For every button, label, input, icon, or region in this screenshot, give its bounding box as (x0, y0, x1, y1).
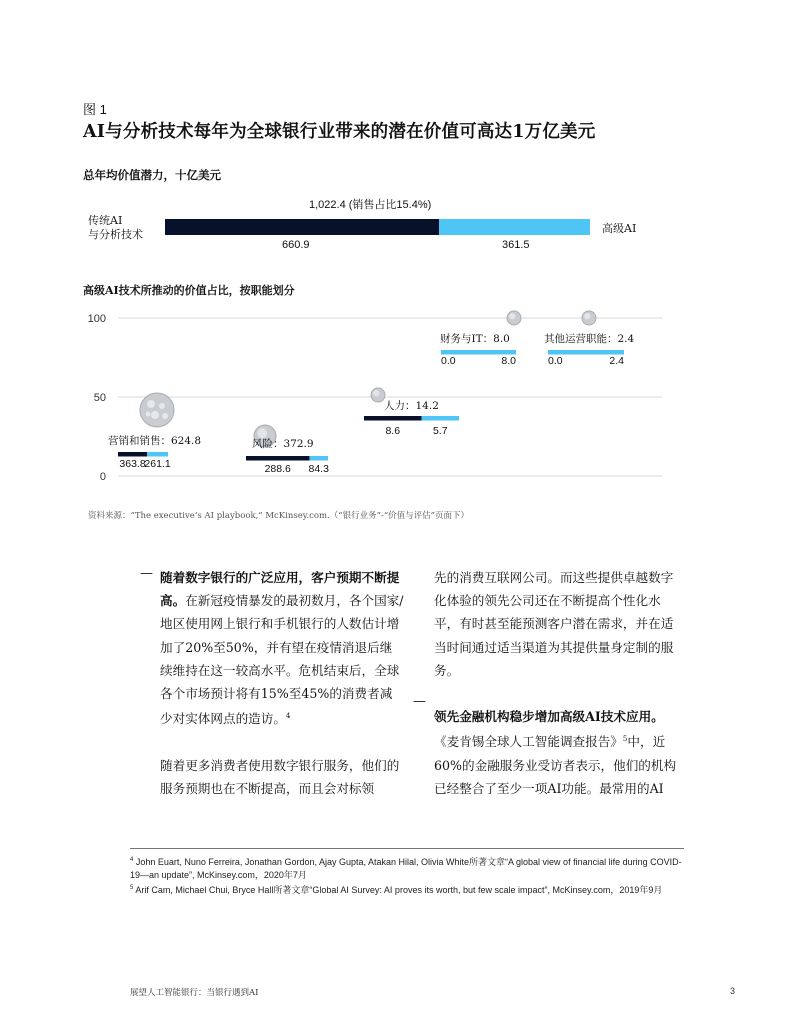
traditional-segment (246, 456, 309, 461)
footnote-4 (130, 854, 690, 882)
traditional-value: 0.0 (441, 355, 456, 367)
paragraph: 先的消费互联网公司。而这些提供卓越数字化体验的领先公司还在不断提高个性化水平，有时甚至能预测客户潜在需求，并在适当时间通过适当渠道为其提供量身定制的服务。 (434, 570, 674, 678)
traditional-value: 8.6 (385, 425, 401, 437)
traditional-value: 288.6 (264, 463, 291, 475)
paragraph-text: 中，近60%的金融服务业受访者表示，他们的机构已经整合了至少一项AI功能。最常用的AI (434, 734, 677, 796)
traditional-ai-bar (165, 219, 439, 235)
bubble-label: 人力：14.2 (384, 400, 439, 412)
advanced-segment (441, 350, 516, 355)
bubble-texture (159, 403, 165, 409)
traditional-ai-value: 660.9 (282, 239, 310, 251)
advanced-value: 5.7 (432, 425, 448, 437)
bubble-label: 财务与IT：8.0 (440, 333, 510, 345)
advanced-value: 261.1 (144, 458, 171, 470)
advanced-ai-label: 高级AI (602, 222, 637, 235)
bubble-chart (78, 306, 668, 484)
bubble-chart-subtitle: 高级AI技术所推动的价值占比，按职能划分 (83, 284, 295, 297)
bullet-dash: — (413, 694, 426, 709)
traditional-ai-label (88, 214, 168, 242)
footer-title: 展望人工智能银行：当银行遇到AI (130, 988, 259, 998)
body-right-column (434, 566, 682, 800)
bubble-texture (162, 413, 168, 419)
bubble-texture (146, 412, 151, 417)
y-tick-label: 0 (99, 471, 106, 483)
figure-label: 图 1 (83, 102, 107, 117)
source-note: 资料来源：“The executive’s AI playbook,” McKinsey.com.（“银行业务”-“价值与评估”页面下） (88, 511, 470, 521)
traditional-ai-label-line2: 与分析技术 (88, 228, 143, 241)
paragraph (434, 705, 682, 800)
bubble-texture (151, 411, 159, 419)
advanced-segment (309, 456, 328, 461)
advanced-value: 84.3 (308, 463, 329, 475)
footnote-number: 5 (130, 885, 134, 891)
bubble-highlight (373, 390, 379, 396)
figure-title: AI与分析技术每年为全球银行业带来的潜在价值可高达1万亿美元 (83, 122, 596, 142)
paragraph: 随着更多消费者使用数字银行服务，他们的服务预期也在不断提高，而且会对标领 (160, 757, 400, 796)
value-bubble (140, 393, 174, 427)
top-chart-subtitle: 总年均价值潜力，十亿美元 (83, 168, 221, 182)
bubble-label: 营销和销售：624.8 (108, 435, 202, 447)
bubble-group-2 (246, 425, 329, 475)
total-value-label: 1,022.4 (销售占比15.4%) (309, 199, 432, 211)
traditional-value: 0.0 (548, 355, 563, 367)
traditional-segment (118, 452, 147, 457)
paragraph-text: 在新冠疫情暴发的最初数月，各个国家/地区使用网上银行和手机银行的人数估计增加了20%至50%，并有望在疫情消退后继续维持在这一较高水平。危机结束后，全球各个市场预计将有15%至45%的消费者减少对实体网点的造访。 (160, 593, 404, 727)
footnote-text: John Euart, Nuno Ferreira, Jonathan Gordon, Ajay Gupta, Atakan Hilal, Olivia White所著文章“A global view of financial life during COVID-19—an update”, McKinsey.com，2020年7月 (130, 857, 682, 880)
footnote-text: Arif Cam, Michael Chui, Bryce Hall所著文章“Global AI Survey: AI proves its worth, but few scale impact”, McKinsey.com，2019年9月 (135, 885, 663, 895)
advanced-segment (422, 416, 459, 421)
bubble-texture (147, 400, 155, 408)
paragraph-text: 《麦肯锡全球人工智能调查报告》 (434, 734, 623, 750)
y-tick-label: 50 (93, 392, 106, 404)
footnote-5 (130, 882, 690, 897)
advanced-value: 2.4 (609, 355, 624, 367)
bubble-highlight (584, 313, 590, 319)
bubble-group-4 (440, 311, 521, 367)
bubble-group-1 (108, 393, 201, 470)
page-number: 3 (730, 986, 736, 996)
traditional-value: 363.8 (119, 458, 146, 470)
advanced-segment (147, 452, 168, 457)
bubble-label: 其他运营职能：2.4 (544, 333, 635, 345)
y-tick-label: 100 (87, 313, 106, 325)
body-left-column (160, 566, 404, 800)
advanced-segment (548, 350, 624, 355)
bubble-group-5 (544, 311, 635, 367)
paragraph (160, 566, 404, 731)
bullet-dash: — (140, 566, 153, 581)
traditional-ai-label-line1: 传统AI (88, 214, 123, 227)
footnote-divider (130, 848, 684, 849)
bold-lead: 领先金融机构稳步增加高级AI技术应用。 (434, 709, 664, 725)
footnote-ref: 5 (622, 735, 628, 744)
bubble-label: 风险：372.9 (252, 438, 314, 450)
advanced-ai-bar (439, 219, 590, 235)
bubble-group-3 (364, 388, 459, 437)
footnotes (130, 854, 690, 897)
advanced-ai-value: 361.5 (502, 239, 530, 251)
traditional-segment (364, 416, 422, 421)
footnote-number: 4 (130, 857, 134, 863)
bold-lead: 随着数字银行的广泛应用，客户预期不断提高。 (160, 570, 400, 609)
advanced-value: 8.0 (501, 355, 516, 367)
footnote-ref: 4 (285, 712, 291, 721)
bubble-highlight (257, 428, 267, 438)
bubble-highlight (509, 313, 515, 319)
